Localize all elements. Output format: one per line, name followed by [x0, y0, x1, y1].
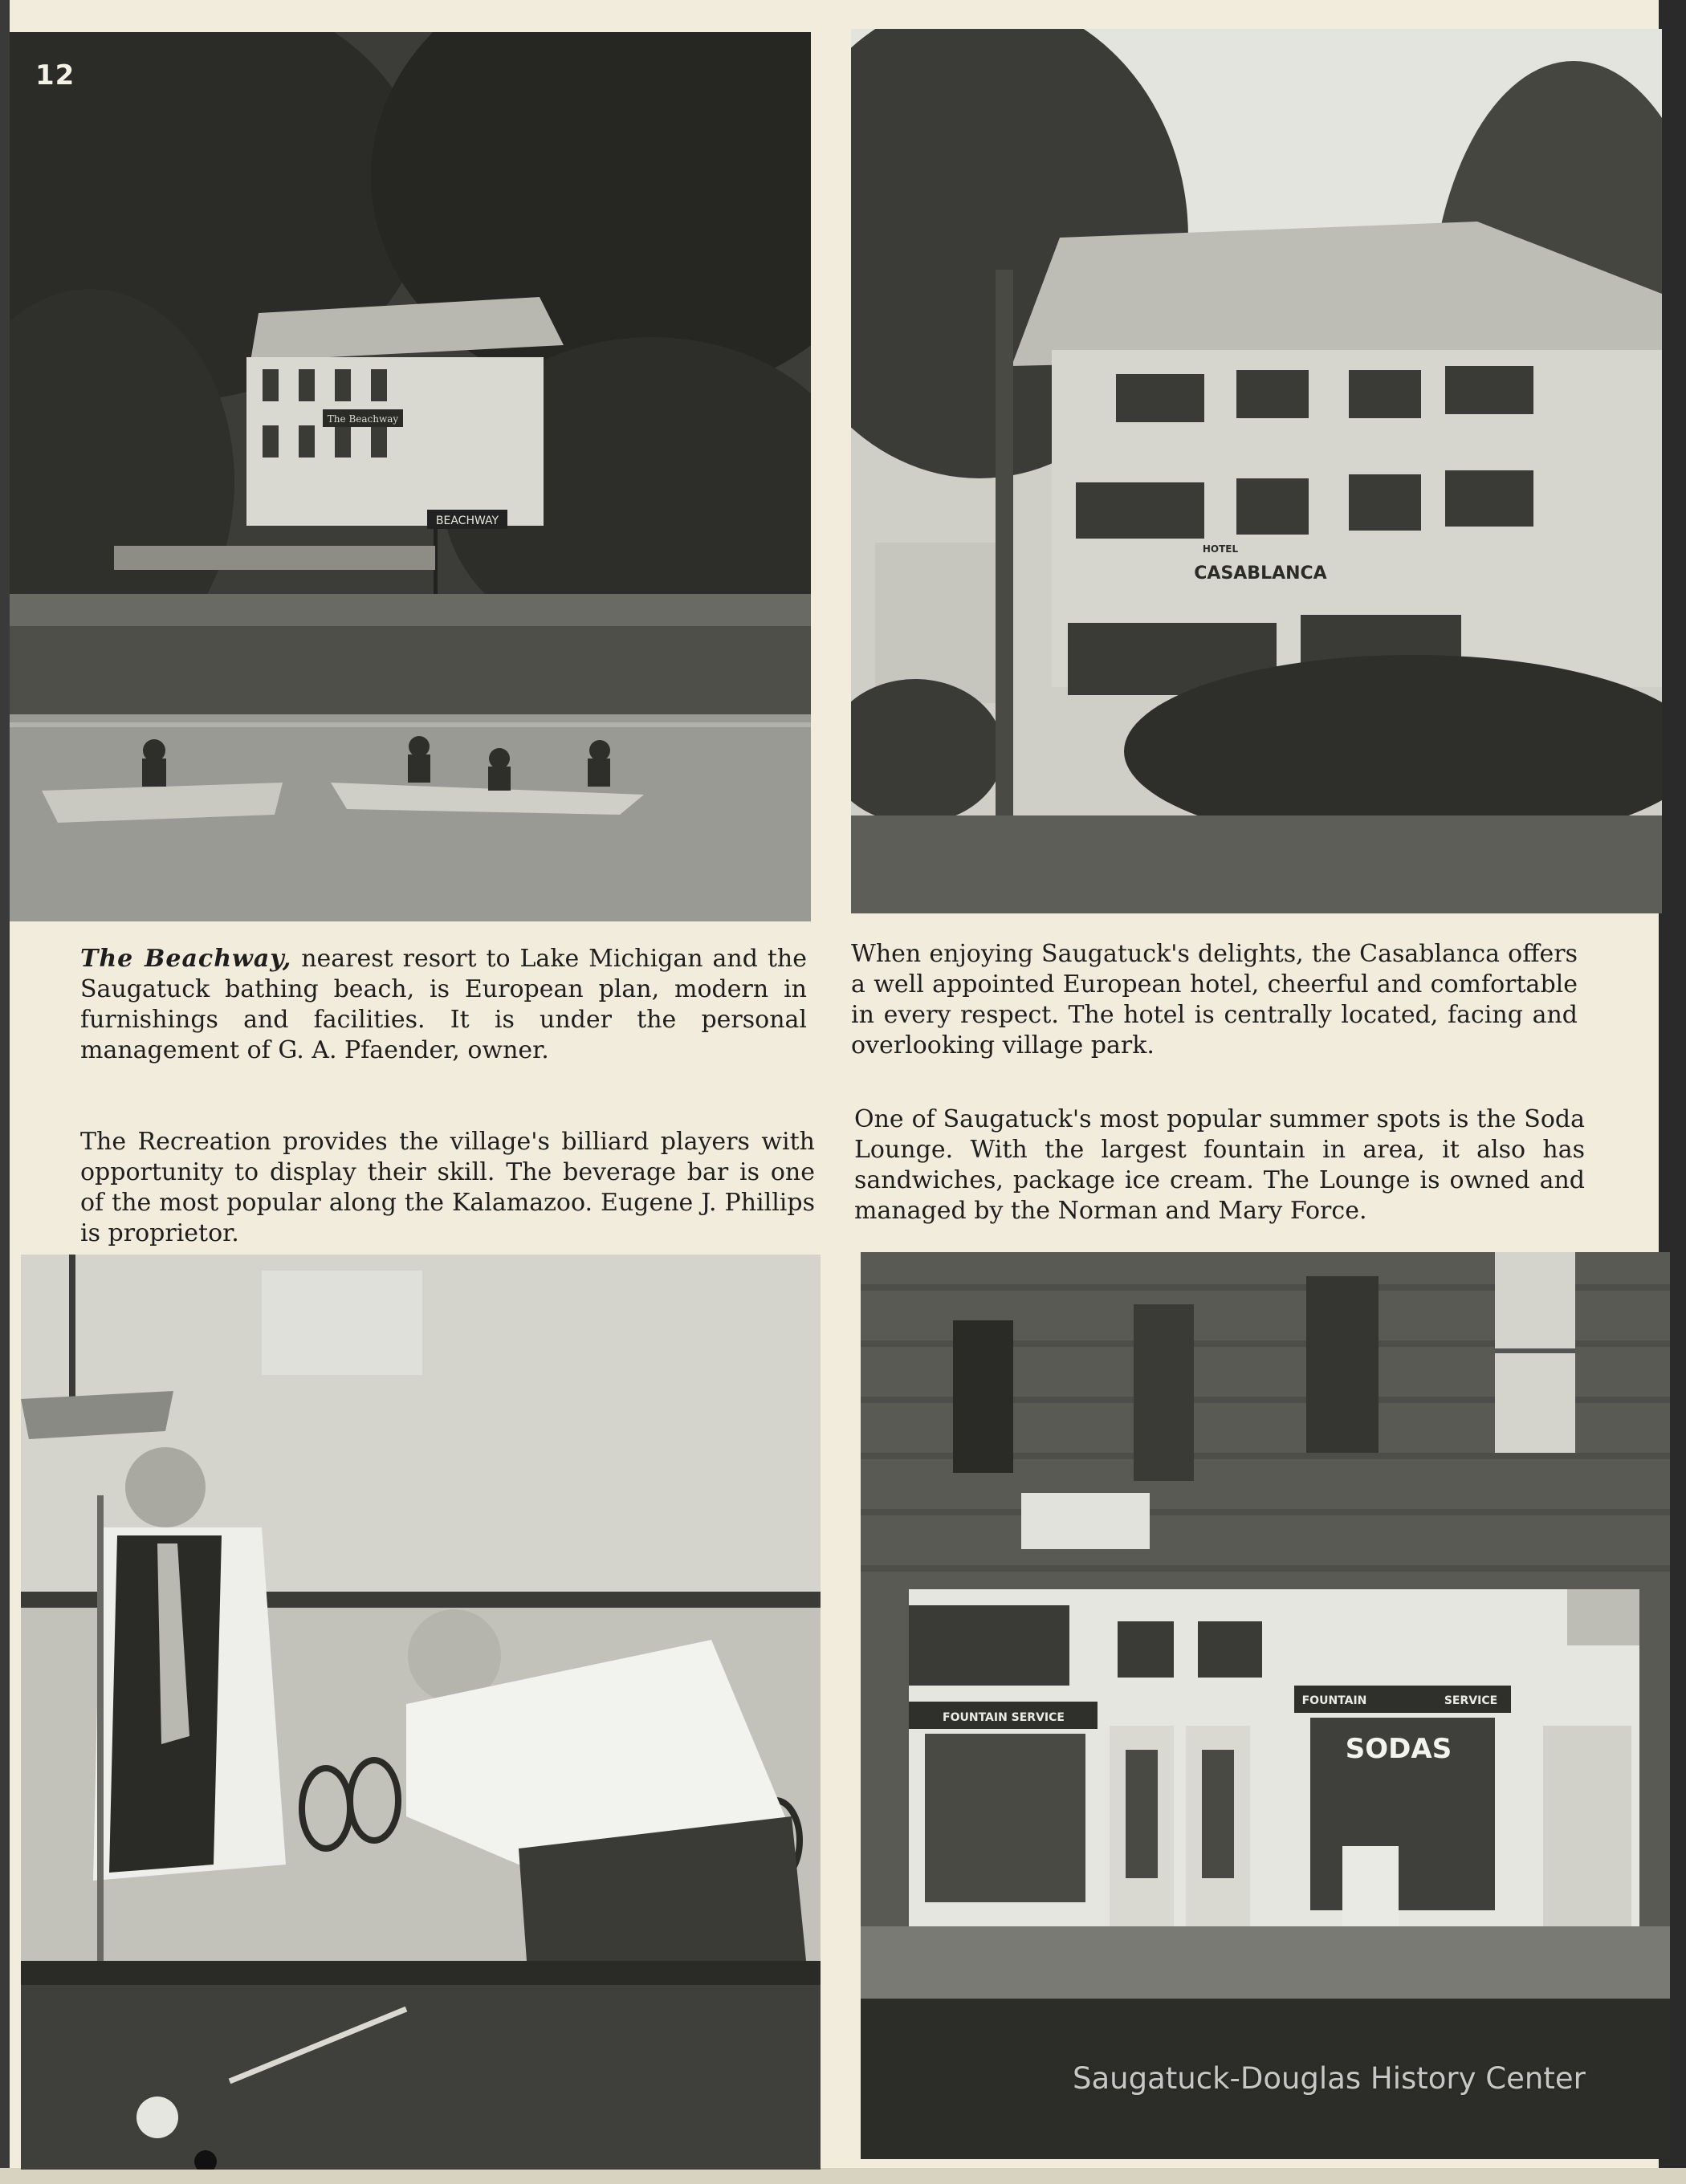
watermark: Saugatuck-Douglas History Center	[1073, 2061, 1586, 2096]
soda-right-awning-left: FOUNTAIN	[1301, 1694, 1367, 1707]
beachway-building-sign: The Beachway	[327, 413, 399, 425]
casablanca-name-sign: CASABLANCA	[1194, 563, 1327, 584]
beachway-caption	[80, 944, 807, 1066]
beachway-name: The Beachway,	[80, 945, 292, 973]
soda-lounge-photo	[861, 1252, 1670, 2159]
beachway-post-sign: BEACHWAY	[435, 514, 499, 527]
recreation-caption: The Recreation provides the village's billiard players with opportunity to display their skill. The beverage bar is one of the most popular along the Kalamazoo. Eugene J. Phillips is proprietor.	[80, 1128, 815, 1247]
casablanca-hotel-sign: HOTEL	[1202, 543, 1239, 555]
page-bottom-edge	[0, 2168, 1686, 2184]
soda-right-awning-right: SERVICE	[1444, 1694, 1498, 1707]
beachway-caption-text: nearest resort to Lake Michigan and the Saugatuck bathing beach, is European plan, modern in furnishings and facilities. It is under the personal management of G. A. Pfaender, owner.	[80, 945, 807, 1064]
page-number: 12	[35, 59, 75, 92]
casablanca-caption: When enjoying Saugatuck's delights, the Casablanca offers a well appointed European hotel, cheerful and comfortable in every respect. The hotel is centrally located, facing and overlooking village park.	[851, 940, 1578, 1059]
soda-left-awning-text: FOUNTAIN SERVICE	[943, 1711, 1065, 1724]
recreation-billiards-photo	[21, 1255, 821, 2170]
sodas-neon-sign: SODAS	[1345, 1733, 1452, 1765]
casablanca-photo	[851, 29, 1662, 913]
page-left-edge	[0, 0, 10, 2184]
beachway-photo	[10, 32, 811, 921]
soda-lounge-caption: One of Saugatuck's most popular summer spots is the Soda Lounge. With the largest fountain in area, it also has sandwiches, package ice cream. The Lounge is owned and managed by the Norman and Mary Force.	[854, 1105, 1585, 1225]
